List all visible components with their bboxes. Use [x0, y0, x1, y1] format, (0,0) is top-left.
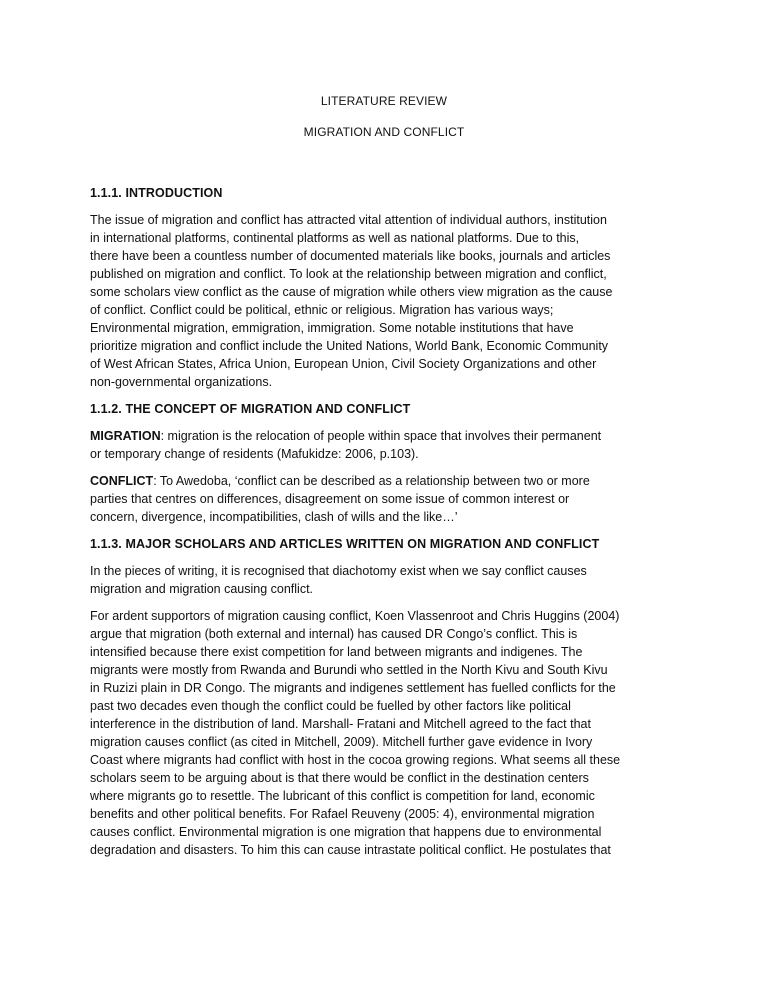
section-heading-introduction: 1.1.1. INTRODUCTION [90, 186, 223, 200]
paragraph-line: Coast where migrants had conflict with host in the cocoa growing regions. What seems all these [90, 753, 621, 767]
paragraph-line: there have been a countless number of documented materials like books, journals and articles [90, 249, 611, 263]
introduction-paragraph [90, 211, 682, 391]
conflict-term: CONFLICT [90, 474, 154, 488]
paragraph-line: non-governmental organizations. [90, 375, 273, 389]
paragraph-line: Environmental migration, emmigration, immigration. Some notable institutions that have [90, 321, 574, 335]
paragraph-line: prioritize migration and conflict include the United Nations, World Bank, Economic Community [90, 339, 609, 353]
paragraph-line: past two decades even though the conflict could be fuelled by other factors like political [90, 699, 571, 713]
definition-line: or temporary change of residents (Mafukidze: 2006, p.103). [90, 447, 419, 461]
conflict-definition [90, 472, 682, 526]
scholars-paragraph-2 [90, 607, 682, 859]
migration-term: MIGRATION [90, 429, 161, 443]
paragraph-line: scholars seem to be arguing about is that there would be conflict in the destination centers [90, 771, 589, 785]
paragraph-line: in Ruzizi plain in DR Congo. The migrants and indigenes settlement has fuelled conflicts for the [90, 681, 616, 695]
definition-text: : To Awedoba, ‘conflict can be described as a relationship between two or more [153, 474, 590, 488]
paragraph-line: For ardent supportors of migration causing conflict, Koen Vlassenroot and Chris Huggins (2004) [90, 609, 620, 623]
migration-definition [90, 427, 682, 463]
definition-line [90, 427, 682, 445]
document-subtitle: MIGRATION AND CONFLICT [303, 125, 465, 139]
paragraph-line: causes conflict. Environmental migration is one migration that happens due to environmental [90, 825, 602, 839]
paragraph-line: migrants were mostly from Rwanda and Burundi who settled in the North Kivu and South Kivu [90, 663, 608, 677]
section-heading-concept: 1.1.2. THE CONCEPT OF MIGRATION AND CONFLICT [90, 402, 411, 416]
paragraph-line: The issue of migration and conflict has attracted vital attention of individual authors, institution [90, 213, 607, 227]
paragraph-line: benefits and other political benefits. For Rafael Reuveny (2005: 4), environmental migration [90, 807, 595, 821]
paragraph-line: migration and migration causing conflict. [90, 582, 314, 596]
paragraph-line: in international platforms, continental platforms as well as national platforms. Due to this, [90, 231, 580, 245]
paragraph-line: degradation and disasters. To him this can cause intrastate political conflict. He postulates that [90, 843, 611, 857]
paragraph-line: some scholars view conflict as the cause of migration while others view migration as the cause [90, 285, 613, 299]
definition-line: concern, divergence, incompatibilities, clash of wills and the like…’ [90, 510, 458, 524]
section-heading-scholars: 1.1.3. MAJOR SCHOLARS AND ARTICLES WRITTEN ON MIGRATION AND CONFLICT [90, 537, 600, 551]
definition-line: parties that centres on differences, disagreement on some issue of common interest or [90, 492, 570, 506]
paragraph-line: argue that migration (both external and internal) has caused DR Congo’s conflict. This is [90, 627, 578, 641]
paragraph-line: published on migration and conflict. To look at the relationship between migration and conflict, [90, 267, 607, 281]
document-body [90, 184, 682, 868]
paragraph-line: interference in the distribution of land. Marshall- Fratani and Mitchell agreed to the fact that [90, 717, 591, 731]
paragraph-line: migration causes conflict (as cited in Mitchell, 2009). Mitchell further gave evidence in Ivory [90, 735, 593, 749]
paragraph-line: intensified because there exist competition for land between migrants and indigenes. The [90, 645, 583, 659]
document-title: LITERATURE REVIEW [320, 94, 448, 108]
paragraph-line: where migrants go to resettle. The lubricant of this conflict is competition for land, economic [90, 789, 595, 803]
definition-text: : migration is the relocation of people within space that involves their permanent [160, 429, 602, 443]
paragraph-line: of West African States, Africa Union, European Union, Civil Society Organizations and other [90, 357, 597, 371]
paragraph-line: In the pieces of writing, it is recognised that diachotomy exist when we say conflict causes [90, 564, 587, 578]
paragraph-line: of conflict. Conflict could be political, ethnic or religious. Migration has various ways; [90, 303, 554, 317]
definition-line [90, 472, 682, 490]
scholars-paragraph-1 [90, 562, 682, 598]
